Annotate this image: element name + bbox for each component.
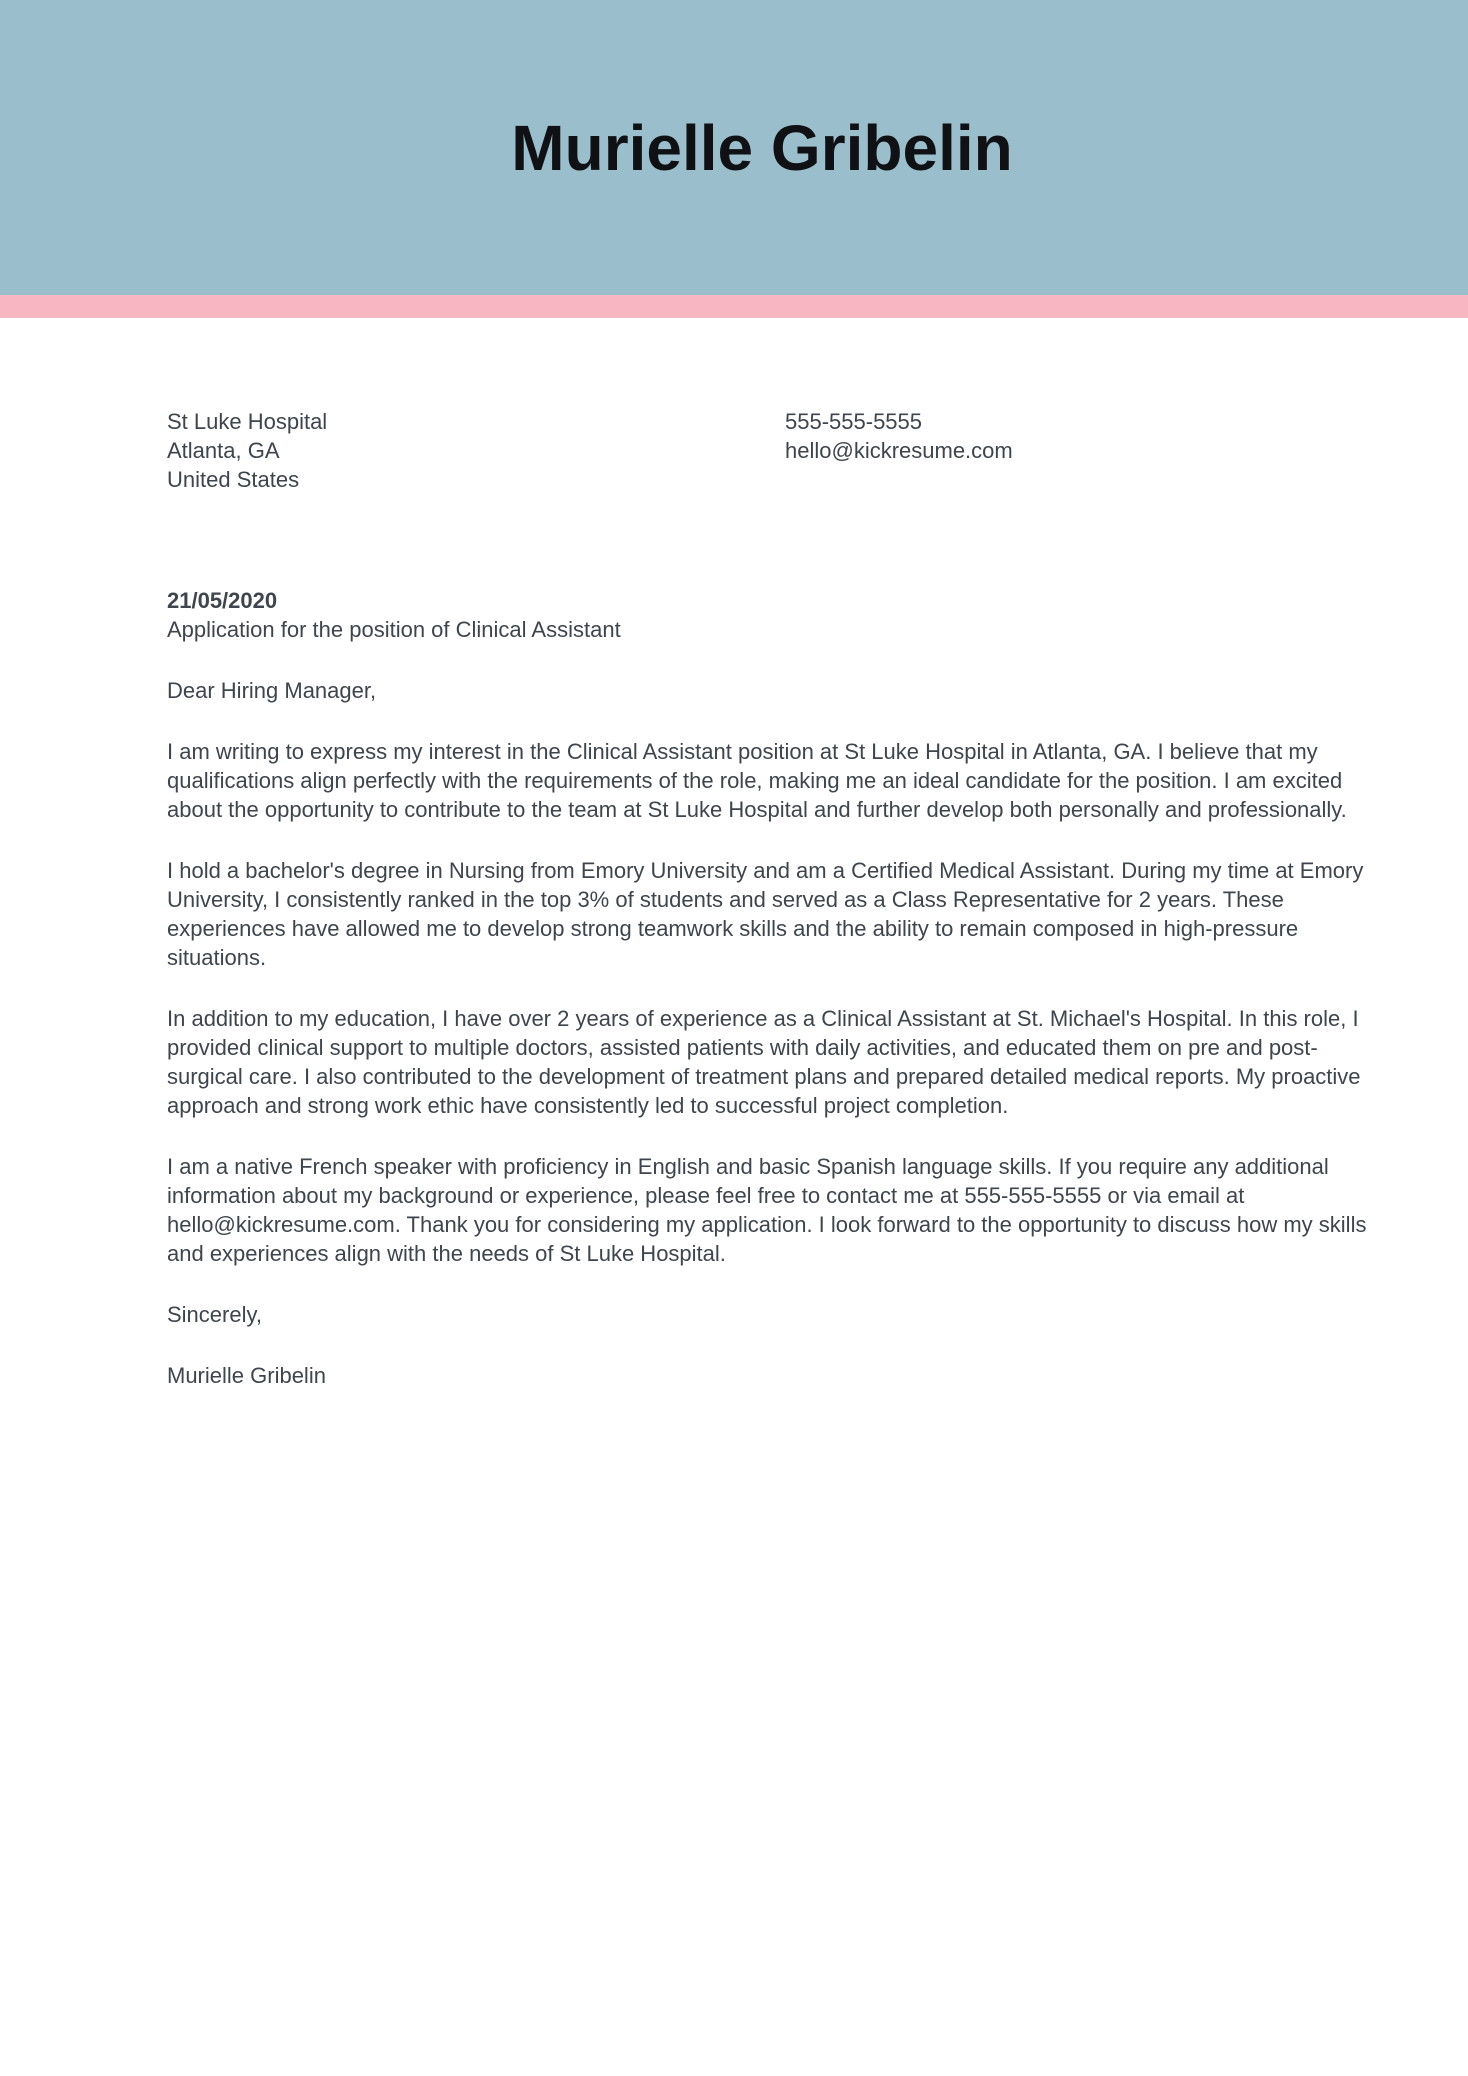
paragraph-education: I hold a bachelor's degree in Nursing from Emory University and am a Certified Medical Assistant. During my time at Emory University, I consistently ranked in the top 3% of students and served as a Class Representative for 2 years. These experiences have allowed me to develop strong teamwork skills and the ability to remain composed in high-pressure situations. [167, 858, 1364, 970]
recipient-country: United States [167, 467, 300, 492]
paragraph-languages-contact: I am a native French speaker with proficiency in English and basic Spanish language skills. If you require any additional information about my background or experience, please feel free to contact me at 555-555-5555 or via email at hello@kickresume.com. Thank you for considering my application. I look forward to the opportunity to discuss how my skills and experiences align with the needs of St Luke Hospital. [167, 1154, 1367, 1266]
paragraph-introduction: I am writing to express my interest in the Clinical Assistant position at St Luke Hospital in Atlanta, GA. I believe that my qualifications align perfectly with the requirements of the role, making me an ideal candidate for the position. I am excited about the opportunity to contribute to the team at St Luke Hospital and further develop both personally and professionally. [167, 739, 1347, 822]
letter-body [167, 586, 1377, 1390]
recipient-name: St Luke Hospital [167, 409, 328, 434]
sender-email: hello@kickresume.com [785, 438, 1013, 463]
sender-contact-block [785, 407, 1013, 494]
contact-section [167, 407, 1377, 494]
paragraph-experience: In addition to my education, I have over 2 years of experience as a Clinical Assistant at St. Michael's Hospital. In this role, I provided clinical support to multiple doctors, assisted patients with daily activities, and educated them on pre and post-surgical care. I also contributed to the development of treatment plans and prepared detailed medical reports. My proactive approach and strong work ethic have consistently led to successful project completion. [167, 1006, 1361, 1118]
closing: Sincerely, [167, 1302, 262, 1327]
letter-content [0, 407, 1468, 1390]
letter-date: 21/05/2020 [167, 588, 278, 613]
recipient-city: Atlanta, GA [167, 438, 280, 463]
recipient-address-block [167, 407, 785, 494]
letter-subject: Application for the position of Clinical Assistant [167, 617, 621, 642]
accent-stripe [0, 295, 1468, 318]
sender-phone: 555-555-5555 [785, 409, 923, 434]
date-subject-block [167, 586, 1377, 644]
salutation: Dear Hiring Manager, [167, 678, 377, 703]
applicant-name-title: Murielle Gribelin [511, 111, 1013, 184]
signature-name: Murielle Gribelin [167, 1363, 326, 1388]
letter-header [0, 0, 1468, 295]
